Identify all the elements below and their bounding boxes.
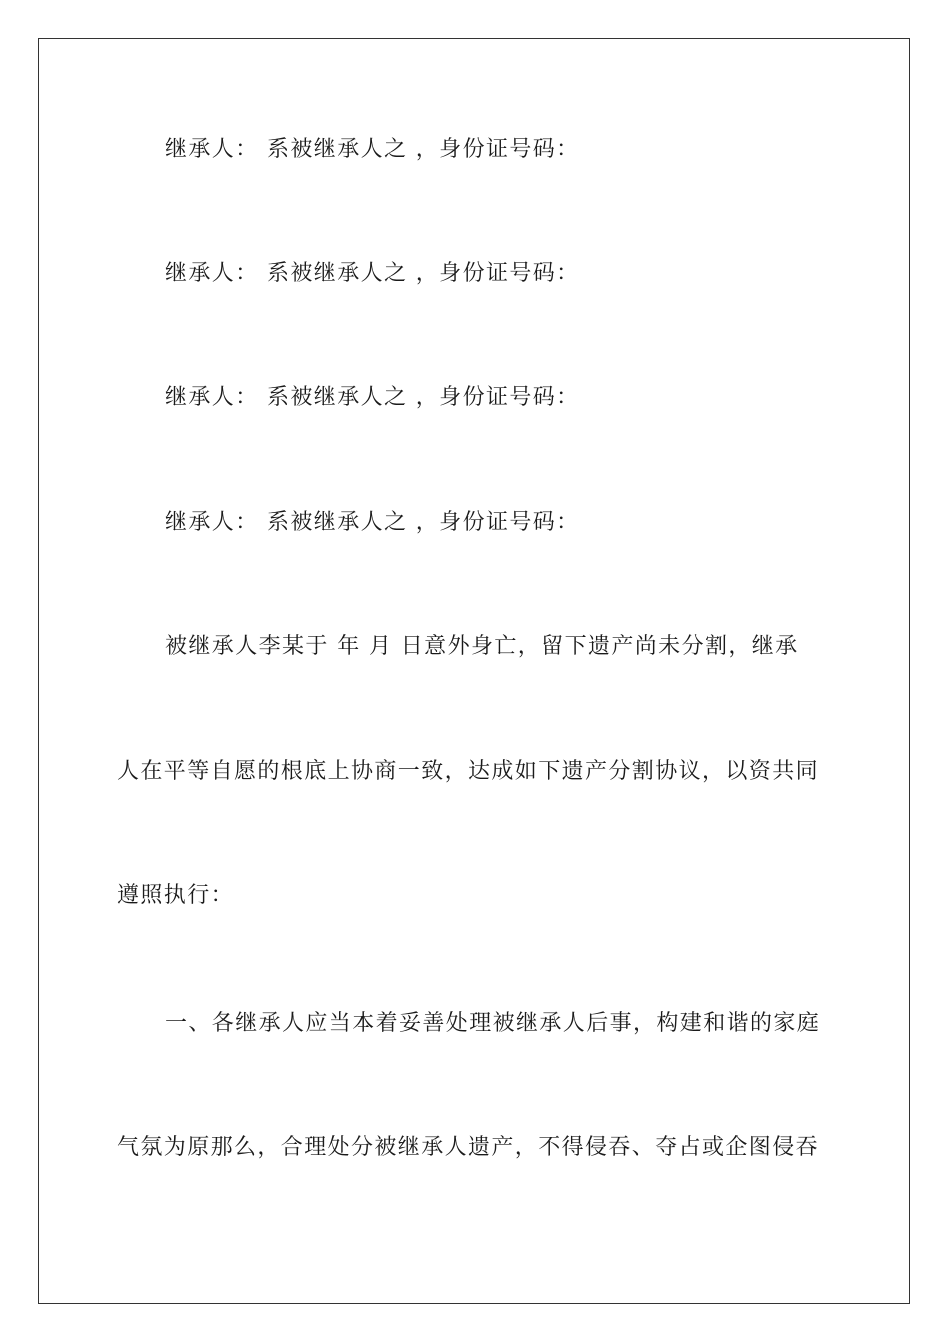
heir-line-1: 继承人： 系被继承人之 ，身份证号码： bbox=[165, 137, 580, 162]
page-border bbox=[38, 38, 910, 1304]
paragraph1-line-1: 被继承人李某于 年 月 日意外身亡，留下遗产尚未分割，继承 bbox=[165, 634, 799, 659]
paragraph2-line-2: 气氛为原那么，合理处分被继承人遗产，不得侵吞、夺占或企图侵吞 bbox=[117, 1135, 820, 1160]
paragraph1-line-3: 遵照执行： bbox=[117, 883, 235, 908]
heir-line-4: 继承人： 系被继承人之 ，身份证号码： bbox=[165, 510, 580, 535]
paragraph2-line-1: 一、各继承人应当本着妥善处理被继承人后事，构建和谐的家庭 bbox=[165, 1011, 821, 1036]
paragraph1-line-2: 人在平等自愿的根底上协商一致，达成如下遗产分割协议，以资共同 bbox=[117, 759, 820, 784]
heir-line-3: 继承人： 系被继承人之 ，身份证号码： bbox=[165, 385, 580, 410]
heir-line-2: 继承人： 系被继承人之 ，身份证号码： bbox=[165, 261, 580, 286]
